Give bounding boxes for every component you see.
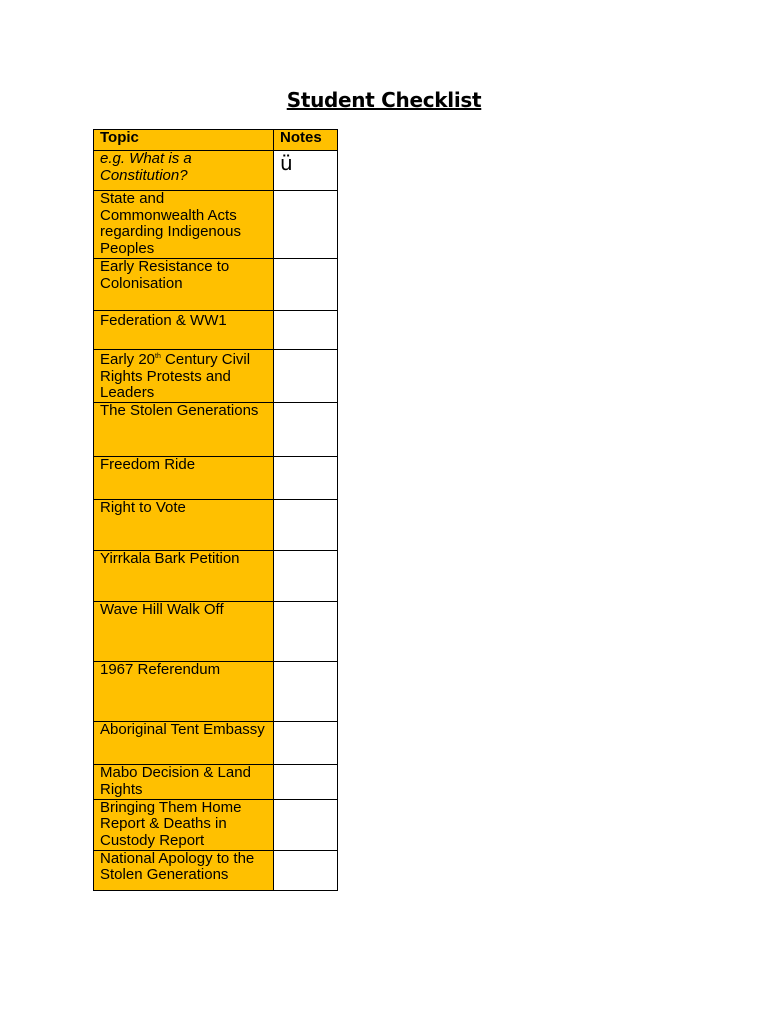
notes-cell[interactable] [274, 662, 338, 722]
table-row [94, 602, 338, 662]
checklist-table [93, 129, 338, 891]
example-row [94, 151, 338, 191]
topic-cell: Federation & WW1 [94, 311, 274, 350]
table-row [94, 799, 338, 850]
topic-cell: Aboriginal Tent Embassy [94, 722, 274, 765]
notes-cell[interactable] [274, 850, 338, 890]
topic-cell: Bringing Them Home Report & Deaths in Custody Report [94, 799, 274, 850]
topic-cell: 1967 Referendum [94, 662, 274, 722]
notes-cell[interactable] [274, 500, 338, 551]
topic-cell: The Stolen Generations [94, 403, 274, 457]
table-row [94, 191, 338, 259]
table-row [94, 500, 338, 551]
table-row [94, 722, 338, 765]
table-row [94, 403, 338, 457]
notes-cell[interactable] [274, 350, 338, 403]
table-header-row [94, 130, 338, 151]
notes-cell[interactable] [274, 259, 338, 311]
notes-cell[interactable] [274, 191, 338, 259]
notes-cell[interactable] [274, 765, 338, 799]
topic-cell: Freedom Ride [94, 457, 274, 500]
topic-cell: Wave Hill Walk Off [94, 602, 274, 662]
topic-cell: National Apology to the Stolen Generations [94, 850, 274, 890]
table-row [94, 350, 338, 403]
table-row [94, 259, 338, 311]
topic-column-header: Topic [94, 130, 274, 151]
notes-cell[interactable] [274, 799, 338, 850]
topic-cell: Yirrkala Bark Petition [94, 551, 274, 602]
notes-cell[interactable] [274, 311, 338, 350]
topic-cell: Early Resistance to Colonisation [94, 259, 274, 311]
page-title: Student Checklist [286, 88, 482, 112]
table-row [94, 457, 338, 500]
table-row [94, 311, 338, 350]
notes-cell[interactable] [274, 602, 338, 662]
notes-cell[interactable] [274, 457, 338, 500]
topic-cell: Mabo Decision & Land Rights [94, 765, 274, 799]
table-row [94, 765, 338, 799]
notes-cell[interactable] [274, 403, 338, 457]
notes-cell[interactable] [274, 722, 338, 765]
notes-column-header: Notes [274, 130, 338, 151]
tick-mark: ü [280, 151, 293, 175]
example-topic-cell: e.g. What is a Constitution? [94, 151, 274, 191]
notes-cell[interactable] [274, 551, 338, 602]
table-row [94, 850, 338, 890]
topic-cell: Early 20th Century Civil Rights Protests and Leaders [94, 350, 274, 403]
topic-cell: State and Commonwealth Acts regarding Indigenous Peoples [94, 191, 274, 259]
example-notes-cell [274, 151, 338, 191]
table-row [94, 662, 338, 722]
table-row [94, 551, 338, 602]
topic-cell: Right to Vote [94, 500, 274, 551]
